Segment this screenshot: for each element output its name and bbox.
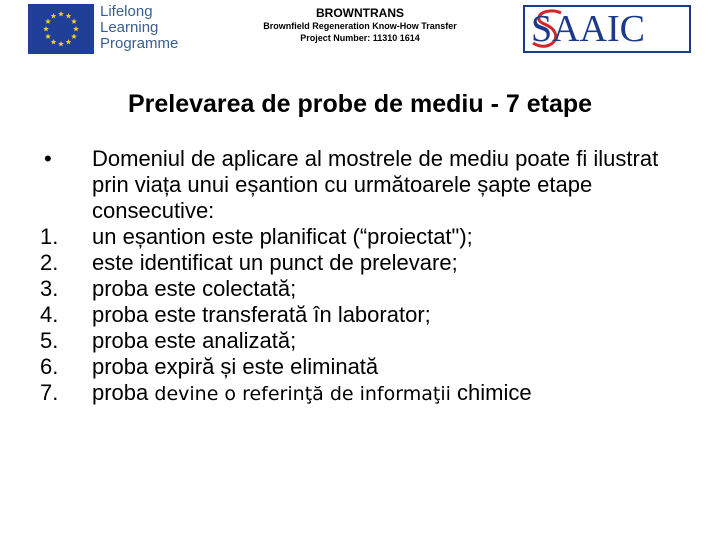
slide-content — [40, 146, 680, 407]
saaic-logo-text: SAAIC — [531, 8, 646, 50]
list-item — [40, 224, 680, 250]
step-text: este identificat un punct de prelevare; — [92, 250, 458, 275]
lifelong-learning-text — [100, 4, 220, 52]
step-text-part3: chimice — [450, 380, 532, 405]
slide-header — [0, 0, 720, 62]
saaic-logo — [523, 5, 691, 53]
step-text: proba este colectată; — [92, 276, 297, 301]
step-text-part2: devine o referinţă de informaţii — [154, 383, 451, 405]
project-description: Brownfield Regeneration Know-How Transfer — [263, 21, 457, 31]
step-number: 2. — [40, 250, 59, 275]
step-text: proba este analizată; — [92, 328, 297, 353]
intro-text: Domeniul de aplicare al mostrele de mediu poate fi ilustrat prin viața unui eșantion cu următoarele șapte etape consecutive: — [92, 146, 659, 223]
list-item — [40, 250, 680, 276]
slide-title: Prelevarea de probe de mediu - 7 etape — [127, 90, 593, 118]
step-text: proba expiră și este eliminată — [92, 354, 379, 379]
list-item — [40, 354, 680, 380]
list-item — [40, 276, 680, 302]
list-item — [40, 302, 680, 328]
step-text-part1: proba — [92, 380, 155, 405]
llp-line-1: Lifelong — [100, 3, 153, 20]
project-number: Project Number: 11310 1614 — [300, 33, 420, 43]
step-text: un eșantion este planificat (“proiectat"); — [92, 224, 473, 249]
project-info — [250, 6, 470, 44]
list-item — [40, 380, 680, 407]
eu-flag-icon — [28, 4, 94, 54]
step-text — [92, 380, 680, 407]
step-text: proba este transferată în laborator; — [92, 302, 431, 327]
step-number: 5. — [40, 328, 59, 353]
lifelong-learning-logo — [28, 4, 218, 54]
list-item — [40, 328, 680, 354]
project-name: BROWNTRANS — [316, 6, 404, 20]
llp-line-2: Learning — [100, 19, 159, 36]
step-number: 1. — [40, 224, 59, 249]
step-number: 6. — [40, 354, 59, 379]
intro-bullet — [40, 146, 680, 224]
step-number: 7. — [40, 380, 59, 405]
bullet-marker: • — [44, 146, 52, 171]
llp-line-3: Programme — [100, 35, 179, 52]
step-number: 3. — [40, 276, 59, 301]
step-number: 4. — [40, 302, 59, 327]
